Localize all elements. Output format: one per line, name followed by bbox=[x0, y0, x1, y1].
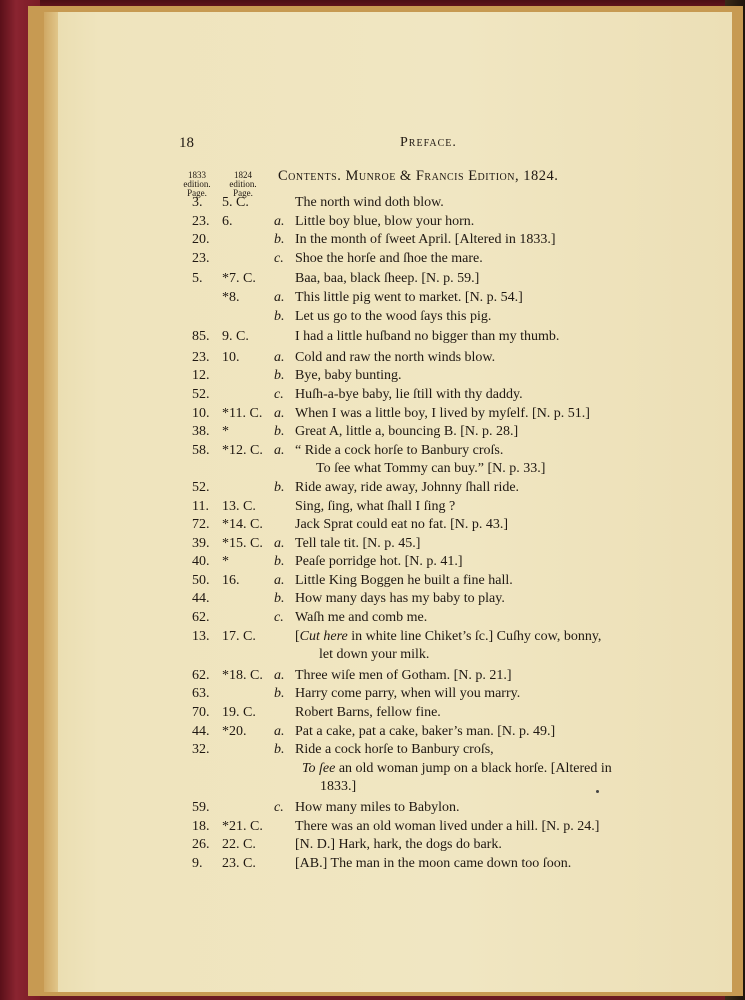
entry-title: Little boy blue, blow your horn. bbox=[295, 213, 475, 229]
page-1833: 10. bbox=[192, 405, 210, 421]
contents-entry bbox=[44, 406, 732, 425]
page-1824: 13. C. bbox=[222, 498, 256, 514]
entry-text bbox=[295, 686, 520, 702]
contents-entry bbox=[44, 232, 732, 251]
entry-text bbox=[295, 800, 460, 816]
running-title: Preface. bbox=[400, 135, 457, 150]
entry-title: Pat a cake, pat a cake, baker’s man. [N. p. 49.] bbox=[295, 723, 556, 739]
entry-letter: c. bbox=[274, 610, 284, 626]
contents-entry bbox=[44, 214, 732, 233]
entry-letter: b. bbox=[274, 554, 285, 570]
contents-entry bbox=[44, 686, 732, 705]
contents-entry bbox=[44, 856, 732, 875]
contents-entry bbox=[44, 443, 732, 462]
page-1824: *14. C. bbox=[222, 517, 263, 533]
page-1833: 18. bbox=[192, 818, 210, 834]
book-page bbox=[44, 12, 732, 992]
entry-text bbox=[295, 554, 463, 570]
contents-entry bbox=[44, 705, 732, 724]
contents-entry bbox=[44, 480, 732, 499]
entry-title: There was an old woman lived under a hill. [N. p. 24.] bbox=[295, 818, 600, 834]
entry-text bbox=[295, 290, 523, 306]
entry-text bbox=[295, 368, 402, 384]
entry-letter: c. bbox=[274, 250, 284, 266]
contents-entry bbox=[44, 251, 732, 270]
entry-letter: a. bbox=[274, 405, 285, 421]
page-1833: 12. bbox=[192, 368, 210, 384]
entry-title: How many days has my baby to play. bbox=[295, 591, 505, 607]
contents-entry bbox=[44, 761, 732, 780]
entry-letter: b. bbox=[274, 479, 285, 495]
page-1833: 58. bbox=[192, 442, 210, 458]
entry-text bbox=[295, 856, 571, 872]
contents-entry bbox=[44, 837, 732, 856]
page-1824: * bbox=[222, 424, 229, 440]
page-1824: 19. C. bbox=[222, 705, 256, 721]
entry-title: The north wind doth blow. bbox=[295, 195, 444, 210]
page-1833: 52. bbox=[192, 386, 210, 402]
page-1833: 59. bbox=[192, 800, 210, 815]
entry-title: Bye, baby bunting. bbox=[295, 368, 402, 384]
contents-entry bbox=[44, 554, 732, 573]
entry-text bbox=[295, 536, 420, 552]
contents-entry bbox=[44, 290, 732, 309]
entry-title: an old woman jump on a black horſe. [Altered in bbox=[335, 760, 612, 776]
entry-letter: b. bbox=[274, 232, 285, 248]
page-1824: 17. C. bbox=[222, 628, 256, 644]
entry-text bbox=[295, 424, 518, 440]
contents-entry bbox=[44, 629, 732, 648]
entry-text bbox=[295, 819, 599, 835]
entry-text bbox=[295, 329, 559, 345]
page-1833: 52. bbox=[192, 479, 210, 495]
entry-title: To ſee what Tommy can buy.” [N. p. 33.] bbox=[316, 461, 546, 477]
page-header bbox=[44, 135, 732, 155]
entry-title: Peaſe porridge hot. [N. p. 41.] bbox=[295, 554, 463, 570]
entry-title: “ Ride a cock horſe to Banbury croſs. bbox=[295, 442, 504, 458]
entry-text bbox=[302, 761, 612, 777]
entry-text bbox=[295, 668, 512, 684]
page-1824: *15. C. bbox=[222, 535, 263, 551]
entry-text bbox=[295, 499, 455, 515]
page-1833: 5. bbox=[192, 271, 203, 287]
entry-title: 1833.] bbox=[320, 779, 357, 795]
entry-letter: b. bbox=[274, 368, 285, 384]
page-1833: 70. bbox=[192, 705, 210, 721]
page-1833: 44. bbox=[192, 591, 210, 607]
contents-entry bbox=[44, 350, 732, 369]
entry-text bbox=[295, 309, 491, 325]
entry-letter: a. bbox=[274, 289, 285, 305]
entry-text bbox=[295, 251, 483, 267]
entry-letter: a. bbox=[274, 213, 285, 229]
entry-text bbox=[316, 461, 545, 477]
page-1833: 63. bbox=[192, 686, 210, 702]
entry-text bbox=[295, 724, 555, 740]
contents-entry bbox=[44, 368, 732, 387]
entry-text bbox=[295, 629, 601, 645]
contents-entry bbox=[44, 387, 732, 406]
contents-entry bbox=[44, 800, 732, 819]
entry-title: This little pig went to market. [N. p. 54.] bbox=[295, 289, 523, 305]
entry-title: When I was a little boy, I lived by myſelf. [N. p. 51.] bbox=[295, 405, 590, 421]
column-heading-1824: 1824 edition. Page. bbox=[229, 170, 257, 198]
entry-text bbox=[295, 480, 519, 496]
entry-letter: b. bbox=[274, 424, 285, 440]
page-1824: 10. bbox=[222, 349, 240, 365]
entry-title: Ride away, ride away, Johnny ſhall ride. bbox=[295, 479, 520, 495]
entry-text bbox=[295, 232, 556, 248]
entry-text bbox=[295, 591, 505, 607]
entry-title: Cold and raw the north winds blow. bbox=[295, 349, 496, 365]
page-1833: 72. bbox=[192, 517, 210, 533]
entry-title: Harry come parry, when will you marry. bbox=[295, 686, 521, 702]
entry-title: Great A, little a, bouncing B. [N. p. 28.] bbox=[295, 424, 519, 440]
page-1833: 11. bbox=[192, 498, 209, 514]
page-1833: 23. bbox=[192, 250, 210, 266]
entry-title: [AB.] The man in the moon came down too ſoon. bbox=[295, 855, 572, 871]
page-1824: *21. C. bbox=[222, 818, 263, 834]
entry-letter: a. bbox=[274, 723, 285, 739]
entry-title: Huſh-a-bye baby, lie ſtill with thy daddy. bbox=[295, 386, 523, 402]
page-number: 18 bbox=[179, 135, 194, 151]
entry-text bbox=[295, 837, 502, 853]
entry-letter: b. bbox=[274, 742, 285, 758]
entry-title: How many miles to Babylon. bbox=[295, 800, 460, 815]
page-1833: 38. bbox=[192, 424, 210, 440]
entry-text bbox=[295, 742, 494, 758]
entry-title: Ride a cock horſe to Banbury croſs, bbox=[295, 742, 494, 758]
page-1833: 13. bbox=[192, 628, 210, 644]
contents-entry bbox=[44, 779, 732, 798]
entry-text bbox=[295, 350, 495, 366]
page-1833: 26. bbox=[192, 837, 210, 853]
page-1833: 9. bbox=[192, 855, 203, 871]
contents-list bbox=[44, 195, 732, 874]
entry-title: Waſh me and comb me. bbox=[295, 610, 428, 626]
page-1824: 23. C. bbox=[222, 855, 256, 871]
entry-text bbox=[295, 573, 513, 589]
entry-text bbox=[295, 195, 444, 211]
contents-entry bbox=[44, 819, 732, 838]
page-1833: 3. bbox=[192, 195, 203, 210]
page-1833: 62. bbox=[192, 667, 210, 683]
entry-letter: b. bbox=[274, 308, 285, 324]
column-heading-1833: 1833 edition. Page. bbox=[183, 170, 211, 198]
page-1833: 85. bbox=[192, 329, 210, 345]
contents-entry bbox=[44, 271, 732, 290]
contents-entry bbox=[44, 195, 732, 214]
entry-text bbox=[295, 406, 590, 422]
contents-entry bbox=[44, 309, 732, 328]
entry-text bbox=[295, 214, 474, 230]
contents-entry bbox=[44, 499, 732, 518]
entry-letter: c. bbox=[274, 800, 284, 815]
page-1833: 44. bbox=[192, 723, 210, 739]
entry-letter: a. bbox=[274, 535, 285, 551]
entry-italic: To ſee bbox=[302, 760, 336, 776]
page-1824: *11. C. bbox=[222, 405, 263, 421]
page-1833: 40. bbox=[192, 554, 210, 570]
contents-title: Contents. Munroe & Francis Edition, 1824. bbox=[278, 168, 559, 184]
page-1833: 39. bbox=[192, 535, 210, 551]
entry-text bbox=[320, 779, 356, 795]
entry-title: Robert Barns, fellow fine. bbox=[295, 705, 441, 721]
entry-title: Shoe the horſe and ſhoe the mare. bbox=[295, 250, 483, 266]
entry-title: [N. D.] Hark, hark, the dogs do bark. bbox=[295, 837, 502, 853]
contents-entry bbox=[44, 536, 732, 555]
entry-text bbox=[295, 443, 503, 459]
contents-entry bbox=[44, 724, 732, 743]
page-1833: 50. bbox=[192, 572, 210, 588]
ink-speck bbox=[596, 790, 599, 793]
page-1833: 62. bbox=[192, 610, 210, 626]
entry-text bbox=[295, 271, 479, 287]
contents-entry bbox=[44, 461, 732, 480]
page-1833: 23. bbox=[192, 213, 210, 229]
contents-entry bbox=[44, 668, 732, 687]
entry-text bbox=[295, 387, 523, 403]
page-1824: *7. C. bbox=[222, 271, 256, 287]
page-1833: 23. bbox=[192, 349, 210, 365]
contents-entry bbox=[44, 610, 732, 629]
entry-title: let down your milk. bbox=[319, 647, 430, 663]
entry-letter: b. bbox=[274, 686, 285, 702]
entry-letter: a. bbox=[274, 667, 285, 683]
entry-title: Little King Boggen he built a fine hall. bbox=[295, 572, 513, 588]
contents-entry bbox=[44, 329, 732, 348]
entry-letter: b. bbox=[274, 591, 285, 607]
entry-title: Tell tale tit. [N. p. 45.] bbox=[295, 535, 421, 551]
contents-entry bbox=[44, 591, 732, 610]
page-1833: 32. bbox=[192, 742, 210, 758]
entry-title: in white line Chiket’s ſc.] Cuſhy cow, bonny, bbox=[347, 628, 602, 644]
entry-text bbox=[295, 517, 508, 533]
entry-letter: a. bbox=[274, 572, 285, 588]
entry-title: Jack Sprat could eat no fat. [N. p. 43.] bbox=[295, 517, 509, 533]
page-1824: 6. bbox=[222, 213, 233, 229]
page-1824: * bbox=[222, 554, 229, 570]
contents-entry bbox=[44, 517, 732, 536]
contents-entry bbox=[44, 424, 732, 443]
entry-title: Baa, baa, black ſheep. [N. p. 59.] bbox=[295, 271, 480, 287]
entry-prefix: [ bbox=[295, 628, 300, 644]
entry-letter: a. bbox=[274, 442, 285, 458]
contents-entry bbox=[44, 742, 732, 761]
page-1833: 20. bbox=[192, 232, 210, 248]
entry-italic: Cut here bbox=[299, 628, 348, 644]
entry-title: I had a little huſband no bigger than my thumb. bbox=[295, 329, 560, 345]
entry-title: Let us go to the wood ſays this pig. bbox=[295, 308, 492, 324]
page-1824: 9. C. bbox=[222, 329, 249, 345]
entry-letter: a. bbox=[274, 349, 285, 365]
page-1824: *18. C. bbox=[222, 667, 263, 683]
contents-entry bbox=[44, 573, 732, 592]
entry-title: In the month of ſweet April. [Altered in 1833.] bbox=[295, 232, 556, 248]
page-1824: 16. bbox=[222, 572, 240, 588]
page-1824: *12. C. bbox=[222, 442, 263, 458]
entry-letter: c. bbox=[274, 386, 284, 402]
entry-text bbox=[319, 647, 429, 663]
page-1824: *20. bbox=[222, 723, 247, 739]
page-1824: 22. C. bbox=[222, 837, 256, 853]
entry-text bbox=[295, 705, 441, 721]
page-1824: 5. C. bbox=[222, 195, 249, 210]
page-1824: *8. bbox=[222, 289, 240, 305]
contents-entry bbox=[44, 647, 732, 666]
entry-title: Sing, ſing, what ſhall I ſing ? bbox=[295, 498, 456, 514]
entry-title: Three wiſe men of Gotham. [N. p. 21.] bbox=[295, 667, 512, 683]
entry-text bbox=[295, 610, 427, 626]
